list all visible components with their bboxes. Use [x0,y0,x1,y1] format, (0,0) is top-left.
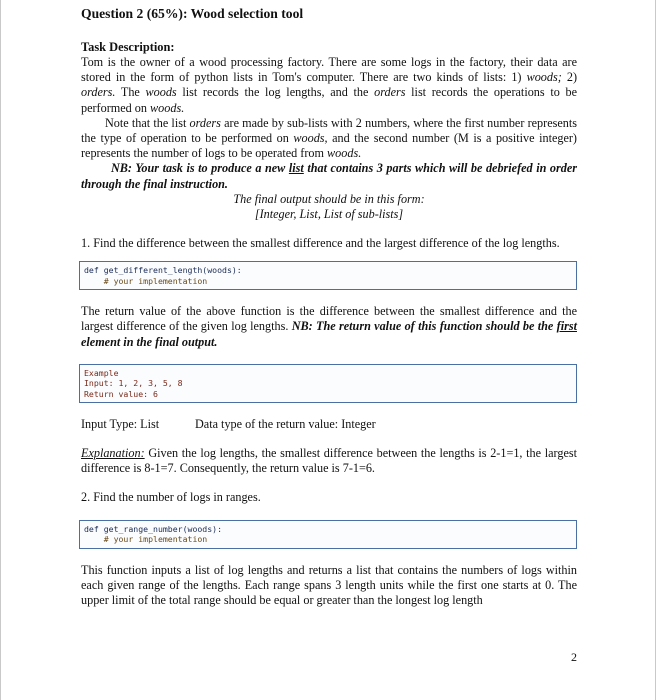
input-type: Input Type: List [81,417,160,432]
nb-instruction: NB: Your task is to produce a new list that contains 3 parts which will be debriefed in order through the final instruction. [81,161,577,191]
code-line: def get_different_length(woods): [84,265,242,276]
example-input: Input: 1, 2, 3, 5, 8 [84,378,183,389]
io-types [81,417,577,432]
question-title: Question 2 (65%): Wood selection tool [81,6,304,21]
range-function-description: This function inputs a list of log lengths and returns a list that contains the numbers of logs within each given range of the lengths. Each range spans 3 length units while the first one starts at 0. The upper limit of the total range should be equal or greater than the longest log length [81,562,577,607]
task-paragraph-1: Tom is the owner of a wood processing factory. There are some logs in the factory, their data are stored in the form of python lists in Tom's computer. There are two kinds of lists: 1) woods; 2) orders. The woods list records the log lengths, and the orders list records the operations to be performed on woods. [81,55,578,115]
question-2-text: 2. Find the number of logs in ranges. [81,490,261,505]
example-return: Return value: 6 [84,388,158,399]
code-comment: # your implementation [84,275,208,286]
page-number: 2 [571,650,577,664]
code-comment: # your implementation [84,534,208,545]
question-1-text: 1. Find the difference between the smallest difference and the largest difference of the log lengths. [81,236,560,251]
page-content [81,6,577,608]
final-output-format: [Integer, List, List of sub-lists] [254,207,404,222]
example-block [79,364,577,403]
code-line: def get_range_number(woods): [84,523,223,534]
final-output-caption: The final output should be in this form: [233,191,425,206]
task-description-heading: Task Description: [81,40,175,54]
code-block-get-range-number [79,520,577,549]
task-paragraph-2: Note that the list orders are made by sub-lists with 2 numbers, where the first number represents the type of operation to be performed on woods, and the second number (M is a positive integer) represents the number of logs to be operated from woods. [81,115,577,161]
example-label: Example [84,367,119,378]
return-type: Data type of the return value: Integer [195,417,376,432]
return-value-paragraph: The return value of the above function is the difference between the smallest difference and the largest difference of the given log lengths. NB: The return value of this function should be the first element in the final output. [81,304,577,349]
code-block-get-different-length [79,261,577,290]
explanation-paragraph: Explanation: Given the log lengths, the smallest difference between the lengths is 2-1=1, the largest difference is 8-1=7. Consequently, the return value is 7-1=6. [81,446,577,476]
